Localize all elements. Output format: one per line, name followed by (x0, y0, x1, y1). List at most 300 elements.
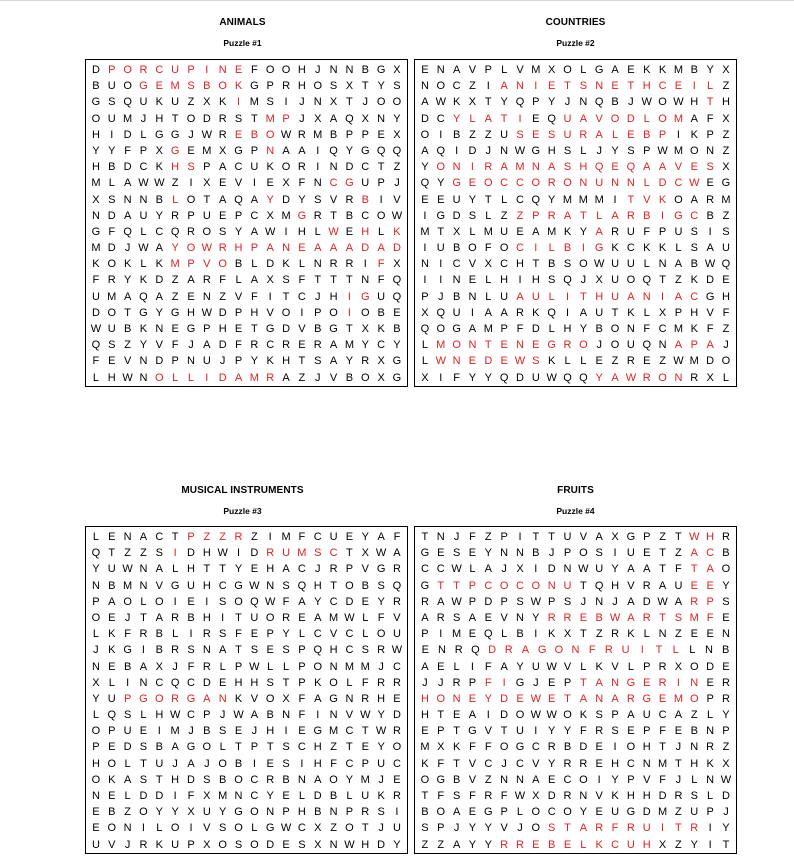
grid-letter[interactable]: H (563, 323, 572, 335)
grid-letter[interactable]: N (452, 692, 461, 705)
grid-letter[interactable]: N (468, 339, 477, 352)
grid-letter[interactable]: W (435, 96, 446, 109)
grid-letter[interactable]: O (436, 80, 446, 93)
grid-letter[interactable]: N (266, 579, 275, 592)
grid-letter[interactable]: F (722, 306, 730, 319)
grid-letter[interactable]: I (565, 290, 570, 303)
grid-letter[interactable]: N (123, 822, 132, 835)
grid-letter[interactable]: J (596, 144, 602, 157)
grid-letter[interactable]: G (186, 323, 196, 335)
grid-letter[interactable]: N (266, 806, 275, 819)
grid-letter[interactable]: Y (108, 144, 116, 157)
grid-letter[interactable]: I (439, 274, 443, 287)
grid-letter[interactable]: H (297, 80, 306, 93)
grid-letter[interactable]: D (155, 274, 164, 287)
grid-letter[interactable]: V (611, 660, 619, 673)
grid-letter[interactable]: G (392, 371, 402, 384)
grid-letter[interactable]: M (297, 547, 307, 560)
grid-letter[interactable]: T (361, 80, 369, 93)
grid-letter[interactable]: S (595, 709, 603, 722)
grid-letter[interactable]: A (521, 644, 530, 657)
grid-letter[interactable]: D (377, 838, 386, 851)
grid-letter[interactable]: H (690, 96, 699, 109)
grid-letter[interactable]: I (205, 371, 209, 384)
grid-letter[interactable]: L (564, 355, 571, 368)
grid-letter[interactable]: D (500, 709, 509, 722)
grid-letter[interactable]: M (344, 660, 354, 673)
grid-letter[interactable]: R (484, 790, 493, 802)
grid-letter[interactable]: Z (675, 274, 682, 287)
grid-letter[interactable]: Z (484, 531, 492, 543)
grid-letter[interactable]: G (329, 692, 338, 705)
grid-letter[interactable]: I (439, 371, 443, 384)
grid-letter[interactable]: P (532, 96, 540, 109)
grid-letter[interactable]: L (469, 112, 476, 125)
grid-letter[interactable]: R (250, 339, 259, 352)
grid-letter[interactable]: Y (500, 96, 508, 109)
grid-letter[interactable]: D (531, 323, 540, 335)
puzzle-grid-musical-instruments[interactable] (85, 526, 408, 854)
grid-letter[interactable]: U (107, 323, 116, 335)
grid-letter[interactable]: O (579, 773, 588, 786)
grid-letter[interactable]: F (92, 355, 100, 368)
grid-letter[interactable]: X (266, 209, 274, 222)
grid-letter[interactable]: Q (91, 339, 101, 352)
grid-letter[interactable]: H (187, 563, 195, 576)
grid-letter[interactable]: T (484, 339, 492, 352)
grid-letter[interactable]: U (452, 306, 461, 319)
grid-letter[interactable]: J (675, 741, 682, 754)
grid-letter[interactable]: H (706, 531, 715, 543)
grid-letter[interactable]: K (155, 161, 163, 174)
grid-letter[interactable]: W (514, 355, 526, 368)
grid-letter[interactable]: O (345, 579, 354, 592)
grid-letter[interactable]: G (313, 725, 323, 738)
grid-letter[interactable]: L (643, 177, 650, 190)
grid-letter[interactable]: K (563, 225, 572, 238)
grid-letter[interactable]: U (563, 128, 572, 141)
grid-letter[interactable]: L (362, 611, 369, 624)
grid-letter[interactable]: T (266, 741, 274, 754)
grid-letter[interactable]: J (501, 757, 507, 770)
grid-letter[interactable]: Z (484, 773, 492, 786)
grid-letter[interactable]: O (107, 822, 117, 835)
grid-letter[interactable]: N (690, 741, 699, 754)
grid-letter[interactable]: P (658, 128, 667, 141)
grid-letter[interactable]: H (266, 725, 275, 738)
grid-letter[interactable]: U (392, 628, 401, 641)
grid-letter[interactable]: Z (393, 161, 401, 174)
grid-letter[interactable]: H (218, 323, 227, 335)
grid-letter[interactable]: P (282, 112, 290, 125)
grid-letter[interactable]: R (563, 339, 572, 352)
grid-letter[interactable]: E (548, 773, 556, 786)
grid-letter[interactable]: C (484, 757, 493, 770)
grid-letter[interactable]: D (642, 595, 651, 608)
grid-letter[interactable]: U (107, 80, 116, 93)
grid-letter[interactable]: T (437, 579, 445, 592)
grid-letter[interactable]: D (484, 355, 493, 368)
grid-letter[interactable]: X (314, 112, 322, 125)
grid-letter[interactable]: I (347, 306, 351, 319)
grid-letter[interactable]: D (516, 371, 524, 384)
grid-letter[interactable]: A (377, 242, 385, 255)
grid-letter[interactable]: F (108, 225, 116, 238)
grid-letter[interactable]: Q (170, 225, 180, 238)
grid-letter[interactable]: X (92, 676, 100, 689)
grid-letter[interactable]: O (123, 80, 132, 93)
grid-letter[interactable]: H (202, 579, 211, 592)
grid-letter[interactable]: G (376, 64, 386, 76)
grid-letter[interactable]: S (187, 161, 195, 174)
grid-letter[interactable]: O (281, 161, 291, 174)
grid-letter[interactable]: H (91, 161, 100, 174)
grid-letter[interactable]: F (124, 628, 131, 641)
grid-letter[interactable]: U (626, 258, 635, 271)
grid-letter[interactable]: T (659, 547, 666, 560)
grid-letter[interactable]: L (485, 290, 492, 303)
grid-letter[interactable]: J (314, 64, 321, 76)
grid-letter[interactable]: J (628, 96, 634, 109)
grid-letter[interactable]: D (706, 274, 715, 287)
grid-letter[interactable]: E (627, 128, 635, 141)
grid-letter[interactable]: I (439, 258, 443, 271)
grid-letter[interactable]: O (329, 773, 338, 786)
grid-letter[interactable]: Q (234, 193, 243, 206)
grid-letter[interactable]: Z (469, 128, 476, 141)
grid-letter[interactable]: W (720, 773, 732, 786)
grid-letter[interactable]: G (360, 290, 370, 303)
grid-letter[interactable]: B (123, 323, 132, 335)
grid-letter[interactable]: A (266, 242, 274, 255)
grid-letter[interactable]: J (140, 112, 147, 125)
grid-letter[interactable]: L (453, 660, 460, 673)
grid-letter[interactable]: C (436, 563, 445, 576)
grid-letter[interactable]: A (282, 144, 290, 157)
grid-letter[interactable]: G (626, 531, 636, 543)
grid-letter[interactable]: I (316, 161, 320, 174)
grid-letter[interactable]: Y (579, 806, 588, 819)
grid-letter[interactable]: F (469, 741, 476, 754)
grid-letter[interactable]: O (281, 306, 291, 319)
grid-letter[interactable]: W (514, 790, 526, 802)
grid-letter[interactable]: A (219, 193, 227, 206)
grid-letter[interactable]: B (187, 611, 195, 624)
grid-letter[interactable]: L (580, 144, 587, 157)
grid-letter[interactable]: D (139, 790, 148, 802)
grid-letter[interactable]: P (187, 838, 195, 851)
grid-letter[interactable]: G (265, 822, 275, 835)
grid-letter[interactable]: B (595, 323, 603, 335)
grid-letter[interactable]: X (393, 64, 401, 76)
grid-letter[interactable]: B (155, 644, 163, 657)
grid-letter[interactable]: Y (393, 838, 401, 851)
grid-letter[interactable]: G (468, 725, 477, 738)
grid-letter[interactable]: Q (313, 644, 323, 657)
grid-letter[interactable]: C (690, 209, 699, 222)
grid-letter[interactable]: R (504, 644, 513, 657)
grid-letter[interactable]: E (92, 806, 100, 819)
grid-letter[interactable]: A (500, 80, 508, 93)
grid-letter[interactable]: N (266, 144, 275, 157)
grid-letter[interactable]: H (690, 306, 699, 319)
grid-letter[interactable]: Y (548, 725, 556, 738)
grid-letter[interactable]: J (299, 112, 305, 125)
grid-letter[interactable]: D (547, 563, 556, 576)
grid-letter[interactable]: U (642, 822, 651, 835)
grid-letter[interactable]: A (393, 547, 401, 560)
grid-letter[interactable]: N (516, 339, 524, 352)
grid-letter[interactable]: L (672, 644, 679, 657)
grid-letter[interactable]: A (250, 709, 259, 722)
grid-letter[interactable]: F (588, 644, 596, 657)
grid-letter[interactable]: T (140, 611, 147, 624)
grid-letter[interactable]: L (298, 628, 305, 641)
grid-letter[interactable]: I (300, 757, 304, 770)
grid-letter[interactable]: Y (468, 822, 477, 835)
grid-letter[interactable]: I (173, 790, 177, 802)
grid-letter[interactable]: L (689, 644, 696, 657)
grid-letter[interactable]: E (298, 242, 306, 255)
grid-letter[interactable]: S (282, 579, 290, 592)
grid-letter[interactable]: Q (91, 547, 101, 560)
grid-letter[interactable]: K (690, 128, 698, 141)
grid-letter[interactable]: N (579, 96, 588, 109)
grid-letter[interactable]: S (282, 274, 290, 287)
grid-letter[interactable]: C (250, 209, 259, 222)
grid-letter[interactable]: G (484, 806, 493, 819)
grid-letter[interactable]: G (155, 128, 164, 141)
grid-letter[interactable]: U (329, 531, 338, 543)
grid-letter[interactable]: F (250, 64, 258, 76)
grid-letter[interactable]: Q (392, 274, 402, 287)
grid-letter[interactable]: S (377, 806, 385, 819)
grid-letter[interactable]: S (108, 339, 116, 352)
grid-letter[interactable]: N (139, 355, 148, 368)
grid-letter[interactable]: L (172, 371, 179, 384)
grid-letter[interactable]: N (282, 709, 291, 722)
grid-letter[interactable]: I (661, 209, 665, 222)
grid-letter[interactable]: E (500, 339, 508, 352)
grid-letter[interactable]: N (345, 64, 354, 76)
grid-letter[interactable]: X (377, 355, 385, 368)
grid-letter[interactable]: S (282, 741, 290, 754)
grid-letter[interactable]: L (346, 676, 353, 689)
grid-letter[interactable]: S (219, 725, 227, 738)
grid-letter[interactable]: E (108, 741, 116, 754)
grid-letter[interactable]: D (706, 660, 715, 673)
grid-letter[interactable]: W (689, 531, 700, 543)
grid-letter[interactable]: L (140, 595, 147, 608)
grid-letter[interactable]: E (674, 725, 683, 738)
grid-letter[interactable]: E (234, 725, 243, 738)
grid-letter[interactable]: R (626, 209, 635, 222)
grid-letter[interactable]: I (708, 838, 712, 851)
grid-letter[interactable]: I (676, 128, 680, 141)
grid-letter[interactable]: F (171, 339, 179, 352)
grid-letter[interactable]: E (563, 838, 572, 851)
grid-letter[interactable]: K (155, 258, 163, 271)
grid-letter[interactable]: B (643, 128, 651, 141)
grid-letter[interactable]: Y (155, 306, 163, 319)
grid-letter[interactable]: G (594, 64, 604, 76)
grid-letter[interactable]: A (532, 225, 540, 238)
grid-letter[interactable]: E (706, 628, 714, 641)
grid-letter[interactable]: A (314, 242, 322, 255)
grid-letter[interactable]: L (92, 371, 99, 384)
grid-letter[interactable]: T (627, 193, 635, 206)
grid-letter[interactable]: D (642, 806, 651, 819)
grid-letter[interactable]: H (626, 790, 635, 802)
grid-letter[interactable]: U (595, 306, 604, 319)
grid-letter[interactable]: Y (345, 144, 354, 157)
grid-letter[interactable]: C (297, 741, 306, 754)
grid-letter[interactable]: A (674, 709, 683, 722)
grid-letter[interactable]: X (611, 531, 619, 543)
grid-letter[interactable]: J (723, 806, 729, 819)
grid-letter[interactable]: K (452, 96, 461, 109)
grid-letter[interactable]: S (219, 595, 227, 608)
grid-letter[interactable]: G (234, 144, 243, 157)
grid-letter[interactable]: F (298, 177, 306, 190)
grid-letter[interactable]: A (377, 531, 385, 543)
grid-letter[interactable]: W (328, 225, 339, 238)
grid-letter[interactable]: O (218, 757, 227, 770)
grid-letter[interactable]: R (547, 209, 556, 222)
grid-letter[interactable]: G (436, 209, 446, 222)
grid-letter[interactable]: J (124, 838, 131, 851)
grid-letter[interactable]: R (218, 242, 227, 255)
grid-letter[interactable]: K (690, 274, 698, 287)
grid-letter[interactable]: L (172, 563, 179, 576)
grid-letter[interactable]: R (579, 757, 588, 770)
grid-letter[interactable]: B (155, 193, 163, 206)
grid-letter[interactable]: P (345, 806, 354, 819)
grid-letter[interactable]: C (658, 80, 667, 93)
grid-letter[interactable]: B (361, 64, 369, 76)
grid-letter[interactable]: P (548, 595, 556, 608)
grid-letter[interactable]: M (452, 628, 462, 641)
grid-letter[interactable]: R (595, 822, 604, 835)
grid-letter[interactable]: T (548, 531, 556, 543)
grid-letter[interactable]: C (187, 676, 195, 689)
grid-letter[interactable]: O (107, 258, 117, 271)
grid-letter[interactable]: Y (484, 822, 492, 835)
grid-letter[interactable]: P (266, 80, 274, 93)
grid-letter[interactable]: B (421, 806, 429, 819)
grid-letter[interactable]: H (266, 563, 275, 576)
grid-letter[interactable]: G (234, 579, 243, 592)
grid-letter[interactable]: T (655, 644, 663, 657)
grid-letter[interactable]: O (360, 306, 370, 319)
grid-letter[interactable]: R (642, 611, 651, 624)
grid-letter[interactable]: N (611, 177, 620, 190)
grid-letter[interactable]: H (250, 676, 259, 689)
grid-letter[interactable]: E (468, 177, 477, 190)
grid-letter[interactable]: A (674, 258, 683, 271)
grid-letter[interactable]: N (218, 692, 227, 705)
grid-letter[interactable]: E (658, 692, 667, 705)
grid-letter[interactable]: X (329, 96, 338, 109)
grid-letter[interactable]: M (360, 773, 370, 786)
grid-letter[interactable]: A (643, 563, 651, 576)
grid-letter[interactable]: X (658, 306, 667, 319)
grid-letter[interactable]: E (421, 64, 429, 76)
grid-letter[interactable]: A (579, 822, 588, 835)
grid-letter[interactable]: P (203, 323, 211, 335)
grid-letter[interactable]: P (468, 676, 477, 689)
grid-letter[interactable]: V (484, 725, 492, 738)
grid-letter[interactable]: B (595, 611, 603, 624)
grid-letter[interactable]: U (171, 64, 180, 76)
grid-letter[interactable]: Q (139, 290, 148, 303)
grid-letter[interactable]: X (155, 660, 163, 673)
grid-letter[interactable]: A (500, 660, 508, 673)
grid-letter[interactable]: V (579, 531, 588, 543)
grid-letter[interactable]: O (579, 547, 588, 560)
grid-letter[interactable]: P (706, 692, 714, 705)
grid-letter[interactable]: S (690, 225, 698, 238)
grid-letter[interactable]: M (483, 323, 493, 335)
grid-letter[interactable]: I (141, 644, 145, 657)
grid-letter[interactable]: P (139, 144, 148, 157)
grid-letter[interactable]: O (91, 112, 101, 125)
grid-letter[interactable]: D (313, 790, 322, 802)
grid-letter[interactable]: Z (722, 80, 730, 93)
grid-letter[interactable]: W (122, 371, 133, 384)
grid-letter[interactable]: P (468, 579, 477, 592)
grid-letter[interactable]: G (420, 579, 430, 592)
grid-letter[interactable]: K (658, 242, 667, 255)
grid-letter[interactable]: U (187, 579, 195, 592)
grid-letter[interactable]: B (345, 371, 354, 384)
grid-letter[interactable]: G (186, 692, 196, 705)
grid-letter[interactable]: H (171, 161, 180, 174)
grid-letter[interactable]: A (250, 225, 259, 238)
grid-letter[interactable]: C (155, 531, 164, 543)
grid-letter[interactable]: O (499, 579, 509, 592)
grid-letter[interactable]: T (421, 531, 429, 543)
grid-letter[interactable]: W (451, 563, 462, 576)
grid-letter[interactable]: X (203, 838, 211, 851)
grid-letter[interactable]: K (108, 628, 116, 641)
grid-letter[interactable]: W (530, 595, 542, 608)
grid-letter[interactable]: Y (92, 563, 100, 576)
grid-letter[interactable]: G (186, 741, 196, 754)
grid-letter[interactable]: O (281, 64, 291, 76)
grid-letter[interactable]: R (392, 790, 401, 802)
grid-letter[interactable]: I (205, 64, 209, 76)
grid-letter[interactable]: B (203, 80, 211, 93)
grid-letter[interactable]: Y (155, 806, 163, 819)
grid-letter[interactable]: V (345, 709, 354, 722)
grid-letter[interactable]: Z (298, 371, 306, 384)
grid-letter[interactable]: Z (484, 128, 492, 141)
grid-letter[interactable]: Y (484, 838, 492, 851)
grid-letter[interactable]: U (250, 611, 259, 624)
grid-letter[interactable]: F (282, 595, 290, 608)
grid-letter[interactable]: P (187, 209, 195, 222)
grid-letter[interactable]: L (580, 355, 587, 368)
grid-letter[interactable]: P (706, 595, 714, 608)
grid-letter[interactable]: Q (563, 274, 572, 287)
grid-letter[interactable]: E (627, 725, 635, 738)
grid-letter[interactable]: P (171, 355, 179, 368)
grid-letter[interactable]: J (188, 725, 194, 738)
grid-letter[interactable]: A (219, 644, 227, 657)
grid-letter[interactable]: I (316, 144, 320, 157)
grid-letter[interactable]: I (363, 258, 367, 271)
